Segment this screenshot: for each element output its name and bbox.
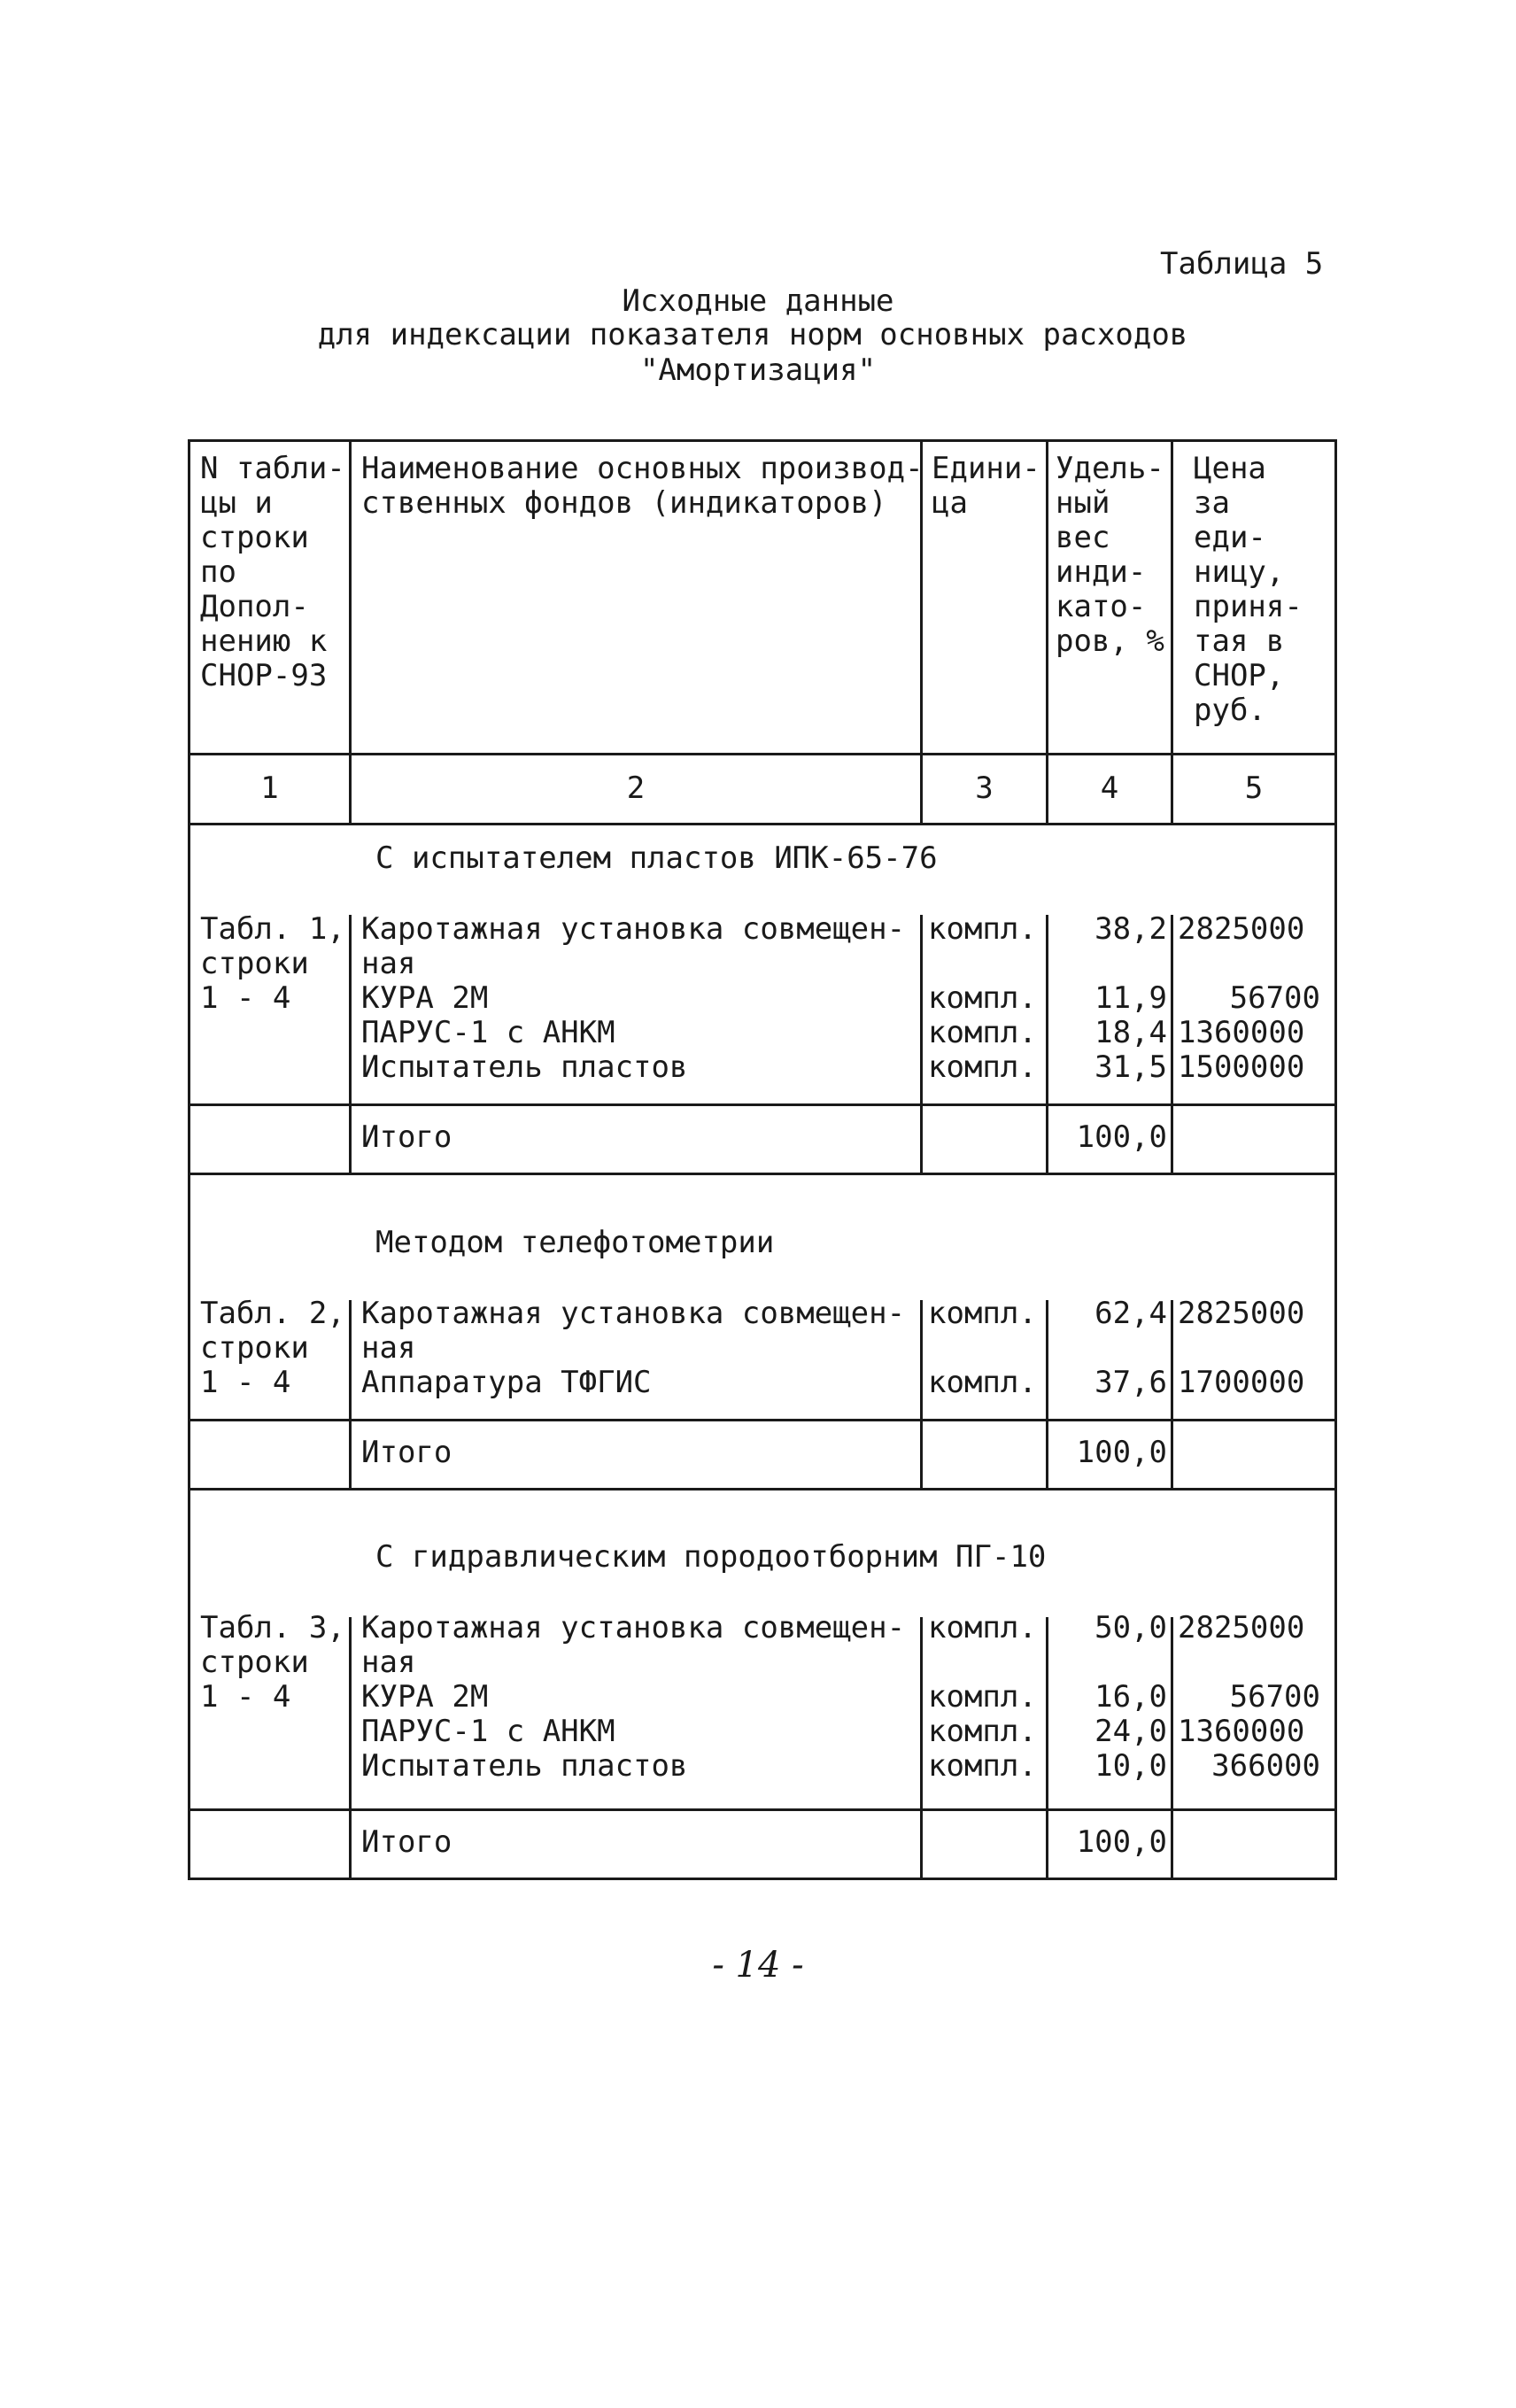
column-number-5: 5 xyxy=(1244,770,1264,806)
amortization-table xyxy=(188,439,1337,1879)
s2-row2-weight: 37,6 xyxy=(1094,1365,1167,1400)
s2-total-label: Итого xyxy=(361,1435,452,1470)
section-2-ref: Табл. 2, строки 1 - 4 xyxy=(200,1296,345,1400)
s1-row2-name: КУРА 2М xyxy=(361,980,489,1016)
column-number-3: 3 xyxy=(975,770,994,806)
rule-col23-s2 xyxy=(920,1300,923,1488)
header-col2: Наименование основных производ- ственных фондов (индикаторов) xyxy=(361,451,924,521)
section-1-title: С испытателем пластов ИПК-65-76 xyxy=(375,840,938,876)
rule-col23-s1 xyxy=(920,915,923,1173)
s2-row2-unit: компл. xyxy=(928,1365,1037,1400)
s1-total-label: Итого xyxy=(361,1119,452,1155)
rule-col34-header xyxy=(1046,439,1048,825)
rule-header-bottom xyxy=(188,753,1337,755)
section-1-ref: Табл. 1, строки 1 - 4 xyxy=(200,911,345,1016)
rule-top xyxy=(188,439,1337,442)
s3-row1-name: Каротажная установка совмещен- ная xyxy=(361,1610,906,1680)
s3-row2-price: 56700 xyxy=(1229,1679,1320,1715)
section-3-title: С гидравлическим породоотборним ПГ-10 xyxy=(375,1539,1047,1575)
s3-row2-name: КУРА 2М xyxy=(361,1679,489,1715)
s3-row4-unit: компл. xyxy=(928,1748,1037,1784)
rule-s1-bottom xyxy=(188,1173,1337,1175)
s3-row2-weight: 16,0 xyxy=(1094,1679,1167,1715)
s1-row1-price: 2825000 xyxy=(1178,911,1305,947)
rule-col45-s2 xyxy=(1171,1300,1173,1488)
s3-row4-price: 366000 xyxy=(1211,1748,1320,1784)
s1-total-weight: 100,0 xyxy=(1076,1119,1167,1155)
header-col1: N табли- цы и строки по Допол- нению к СНОР-93 xyxy=(200,451,345,693)
s2-row1-name: Каротажная установка совмещен- ная xyxy=(361,1296,906,1366)
table-label: Таблица 5 xyxy=(1160,246,1324,282)
rule-s2-total-top xyxy=(188,1419,1337,1421)
column-number-1: 1 xyxy=(260,770,279,806)
rule-col45-s1 xyxy=(1171,915,1173,1173)
rule-col45-s3 xyxy=(1171,1617,1173,1879)
s2-row1-price: 2825000 xyxy=(1178,1296,1305,1331)
table-title-line-3: "Амортизация" xyxy=(639,352,877,388)
s1-row3-name: ПАРУС-1 с АНКМ xyxy=(361,1015,615,1050)
rule-s3-total-top xyxy=(188,1808,1337,1811)
rule-col23-s3 xyxy=(920,1617,923,1879)
rule-s1-total-top xyxy=(188,1103,1337,1106)
s1-row4-name: Испытатель пластов xyxy=(361,1049,688,1085)
s3-row3-weight: 24,0 xyxy=(1094,1714,1167,1749)
section-3-ref: Табл. 3, строки 1 - 4 xyxy=(200,1610,345,1715)
s2-row2-name: Аппаратура ТФГИС xyxy=(361,1365,652,1400)
s1-row1-unit: компл. xyxy=(928,911,1037,947)
s3-row4-weight: 10,0 xyxy=(1094,1748,1167,1784)
s1-row2-price: 56700 xyxy=(1229,980,1320,1016)
s1-row2-unit: компл. xyxy=(928,980,1037,1016)
s3-row2-unit: компл. xyxy=(928,1679,1037,1715)
s1-row1-weight: 38,2 xyxy=(1094,911,1167,947)
s1-row3-weight: 18,4 xyxy=(1094,1015,1167,1050)
s3-row4-name: Испытатель пластов xyxy=(361,1748,688,1784)
rule-s2-bottom xyxy=(188,1488,1337,1490)
rule-left xyxy=(188,439,190,1879)
s3-row3-unit: компл. xyxy=(928,1714,1037,1749)
s3-row1-weight: 50,0 xyxy=(1094,1610,1167,1645)
s2-total-weight: 100,0 xyxy=(1076,1435,1167,1470)
s3-row1-price: 2825000 xyxy=(1178,1610,1305,1645)
s1-row2-weight: 11,9 xyxy=(1094,980,1167,1016)
table-title-line-2: для индексации показателя норм основных расходов xyxy=(317,317,1188,352)
s3-row1-unit: компл. xyxy=(928,1610,1037,1645)
s2-row2-price: 1700000 xyxy=(1178,1365,1305,1400)
s1-row3-price: 1360000 xyxy=(1178,1015,1305,1050)
column-number-2: 2 xyxy=(626,770,646,806)
page-number: - 14 - xyxy=(712,1945,804,1986)
s1-row4-price: 1500000 xyxy=(1178,1049,1305,1085)
header-col4: Удель- ный вес инди- като- ров, % xyxy=(1056,451,1164,659)
s1-row4-unit: компл. xyxy=(928,1049,1037,1085)
s1-row3-unit: компл. xyxy=(928,1015,1037,1050)
rule-numbers-bottom xyxy=(188,823,1337,825)
s2-row1-weight: 62,4 xyxy=(1094,1296,1167,1331)
rule-col12-s3 xyxy=(349,1617,352,1879)
rule-col12-header xyxy=(349,439,352,825)
table-title-line-1: Исходные данные xyxy=(622,283,894,319)
rule-right xyxy=(1334,439,1337,1879)
rule-col45-header xyxy=(1171,439,1173,825)
column-number-4: 4 xyxy=(1100,770,1119,806)
s3-row3-price: 1360000 xyxy=(1178,1714,1305,1749)
header-col5: Цена за еди- ницу, приня- тая в СНОР, руб. xyxy=(1194,451,1303,728)
header-col3: Едини- ца xyxy=(932,451,1040,521)
s3-row3-name: ПАРУС-1 с АНКМ xyxy=(361,1714,615,1749)
s3-total-label: Итого xyxy=(361,1824,452,1860)
rule-bottom xyxy=(188,1878,1337,1880)
rule-col12-s2 xyxy=(349,1300,352,1488)
s1-row4-weight: 31,5 xyxy=(1094,1049,1167,1085)
s1-row1-name: Каротажная установка совмещен- ная xyxy=(361,911,906,981)
rule-col12-s1 xyxy=(349,915,352,1173)
s2-row1-unit: компл. xyxy=(928,1296,1037,1331)
s3-total-weight: 100,0 xyxy=(1076,1824,1167,1860)
section-2-title: Методом телефотометрии xyxy=(375,1225,775,1260)
